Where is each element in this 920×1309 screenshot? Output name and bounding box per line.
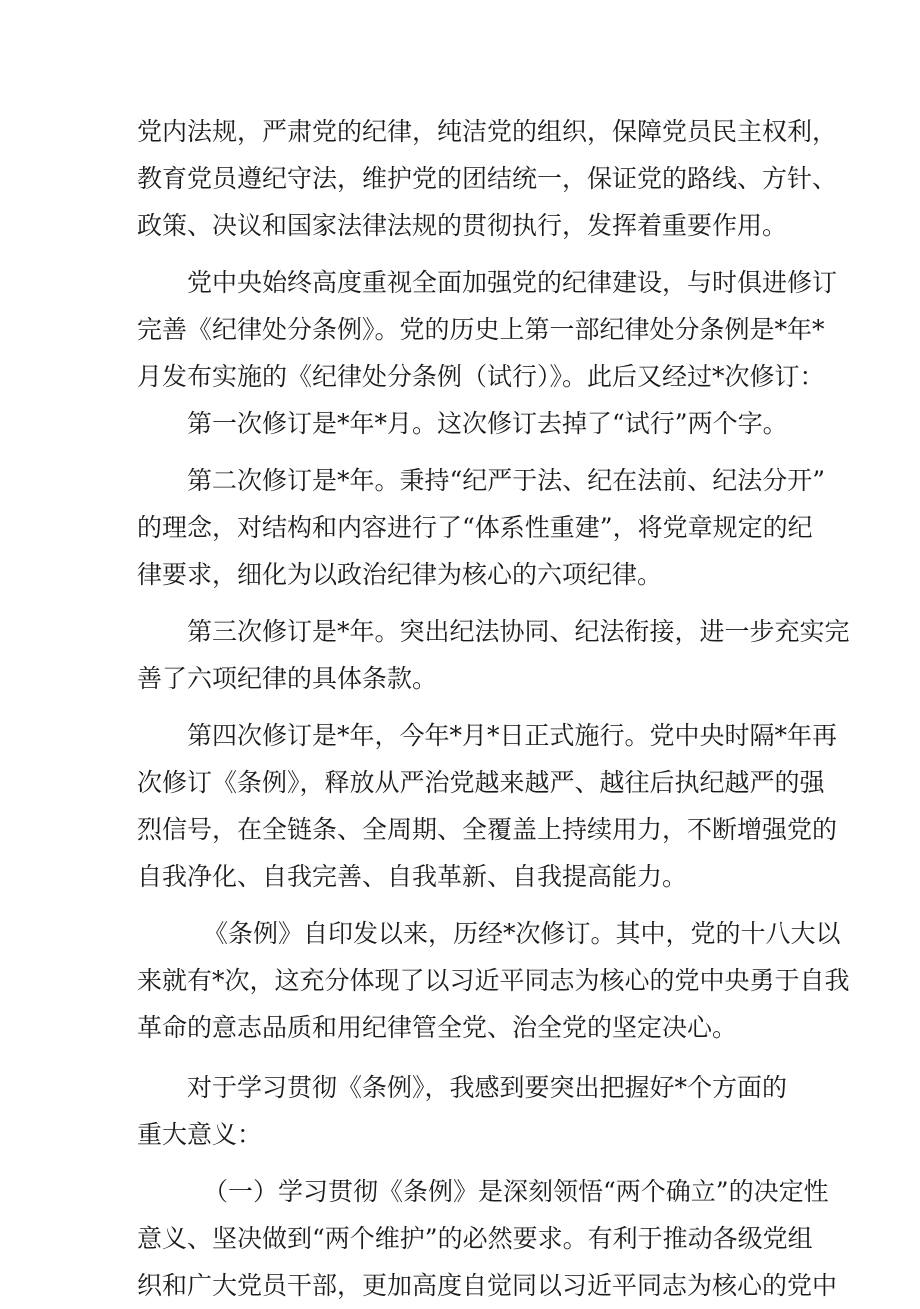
text-line: 党内法规，严肃党的纪律，纯洁党的组织，保障党员民主权利， (137, 117, 838, 146)
paragraph-6 (137, 712, 838, 900)
text-line: 第四次修订是*年，今年*月*日正式施行。党中央时隔*年再 (187, 721, 838, 750)
text-line: 政策、决议和国家法律法规的贯彻执行，发挥着重要作用。 (137, 211, 788, 240)
text-line: 第二次修订是*年。秉持“纪严于法、纪在法前、纪法分开” (187, 466, 826, 495)
text-line: 织和广大党员干部，更加高度自觉同以习近平同志为核心的党中 (137, 1271, 838, 1300)
text-line: 革命的意志品质和用纪律管全党、治全党的坚定决心。 (137, 1013, 738, 1042)
paragraph-2 (137, 259, 838, 400)
text-line: 律要求，细化为以政治纪律为核心的六项纪律。 (137, 560, 663, 589)
text-line: 来就有*次，这充分体现了以习近平同志为核心的党中央勇于自我 (137, 966, 850, 995)
text-line: 完善《纪律处分条例》。党的历史上第一部纪律处分条例是*年* (137, 315, 825, 344)
text-line: 第三次修订是*年。突出纪法协同、纪法衔接，进一步充实完 (187, 617, 850, 646)
paragraph-9 (137, 1168, 838, 1309)
paragraph-4 (137, 457, 826, 598)
text-line: 善了六项纪律的具体条款。 (137, 664, 438, 693)
text-line: 党中央始终高度重视全面加强党的纪律建设，与时俱进修订 (187, 268, 838, 297)
paragraph-8 (137, 1064, 797, 1158)
text-line: 的理念，对结构和内容进行了“体系性重建”，将党章规定的纪 (137, 513, 813, 542)
paragraph-1 (137, 108, 838, 249)
paragraph-7 (137, 910, 850, 1051)
text-line: 烈信号，在全链条、全周期、全覆盖上持续用力，不断增强党的 (137, 815, 838, 844)
document-body (137, 108, 850, 1309)
text-line: 第一次修订是*年*月。这次修订去掉了“试行”两个字。 (187, 409, 788, 438)
text-line: 对于学习贯彻《条例》，我感到要突出把握好*个方面的 (187, 1073, 788, 1102)
text-line: 教育党员遵纪守法，维护党的团结统一，保证党的路线、方针、 (137, 164, 838, 193)
text-line: 次修订《条例》，释放从严治党越来越严、越往后执纪越严的强 (137, 768, 825, 797)
text-line: 重大意义： (137, 1120, 263, 1149)
text-line: 月发布实施的《纪律处分条例（试行）》。此后又经过*次修订： (137, 362, 825, 391)
text-line: 意义、坚决做到“两个维护”的必然要求。有利于推动各级党组 (137, 1224, 813, 1253)
paragraph-3 (137, 400, 797, 447)
paragraph-5 (137, 608, 850, 702)
text-line: 《条例》自印发以来，历经*次修订。其中，党的十八大以 (203, 919, 841, 948)
text-line: 自我净化、自我完善、自我革新、自我提高能力。 (137, 862, 688, 891)
text-line: （一）学习贯彻《条例》是深刻领悟“两个确立”的决定性 (203, 1177, 829, 1206)
